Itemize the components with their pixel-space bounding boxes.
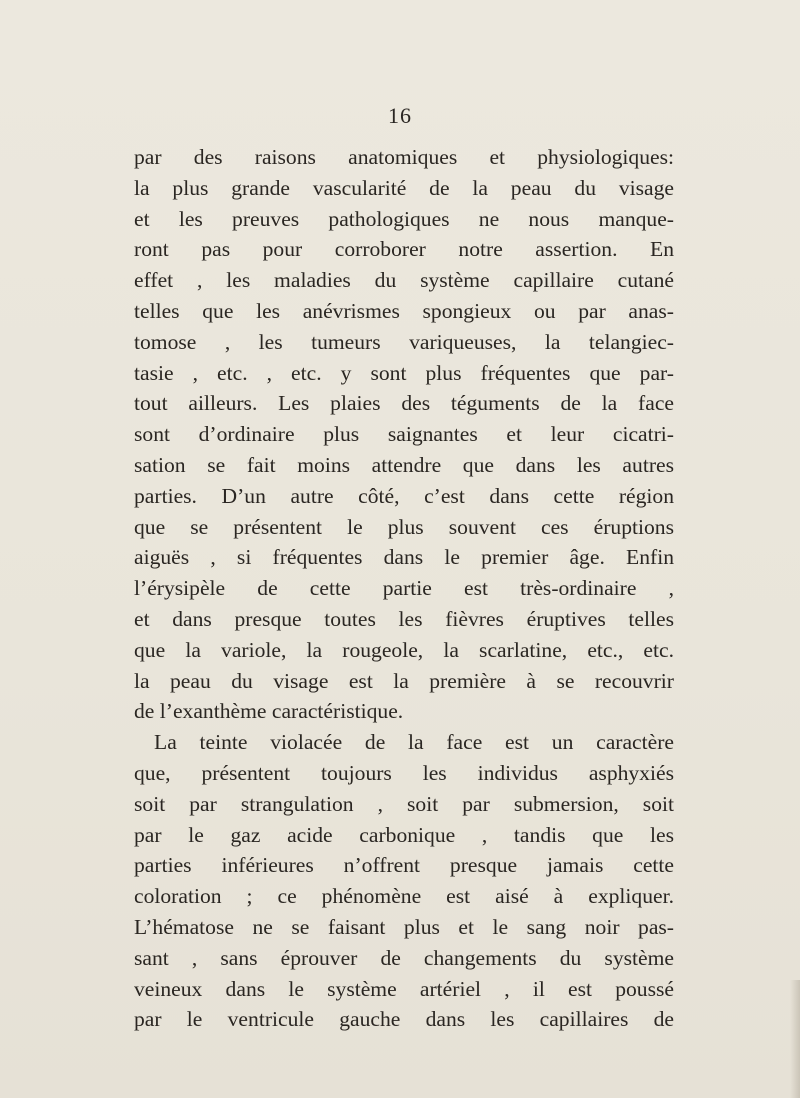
- text-line: par le gaz acide carbonique , tandis que les: [134, 822, 674, 847]
- page-number: 16: [388, 103, 412, 128]
- text-line: sont d’ordinaire plus saignantes et leur cicatri-: [134, 422, 674, 447]
- text-line: parties inférieures n’offrent presque jamais cette: [134, 853, 674, 878]
- text-line: effet , les maladies du système capillaire cutané: [134, 268, 674, 293]
- text-line: coloration ; ce phénomène est aisé à expliquer.: [134, 884, 674, 909]
- text-line: la plus grande vascularité de la peau du visage: [134, 175, 674, 200]
- text-line: que se présentent le plus souvent ces éruptions: [134, 514, 674, 539]
- text-line: veineux dans le système artériel , il est poussé: [134, 976, 674, 1001]
- text-line: tasie , etc. , etc. y sont plus fréquentes que par-: [134, 360, 674, 385]
- text-line: par le ventricule gauche dans les capillaires de: [134, 1007, 674, 1032]
- text-line: la peau du visage est la première à se recouvrir: [134, 668, 674, 693]
- paragraph-first-line: La teinte violacée de la face est un caractère: [154, 730, 674, 755]
- text-line: tout ailleurs. Les plaies des téguments de la face: [134, 391, 674, 416]
- text-line: aiguës , si fréquentes dans le premier âge. Enfin: [134, 545, 674, 570]
- text-line: ront pas pour corroborer notre assertion. En: [134, 237, 674, 262]
- paper-edge-stain: [790, 980, 800, 1098]
- text-line: par des raisons anatomiques et physiologiques:: [134, 145, 674, 169]
- text-line: et dans presque toutes les fièvres éruptives telles: [134, 606, 674, 631]
- paragraph-last-line: de l’exanthème caractéristique.: [134, 699, 404, 724]
- text-line: que, présentent toujours les individus asphyxiés: [134, 760, 674, 785]
- text-line: soit par strangulation , soit par submersion, soit: [134, 791, 674, 816]
- text-line: parties. D’un autre côté, c’est dans cette région: [134, 483, 674, 508]
- text-line: L’hématose ne se faisant plus et le sang noir pas-: [134, 914, 674, 939]
- text-line: sation se fait moins attendre que dans les autres: [134, 452, 674, 477]
- text-line: telles que les anévrismes spongieux ou par anas-: [134, 298, 674, 323]
- text-line: et les preuves pathologiques ne nous manque-: [134, 206, 674, 231]
- text-line: que la variole, la rougeole, la scarlatine, etc., etc.: [134, 637, 674, 662]
- text-line: sant , sans éprouver de changements du système: [134, 945, 674, 970]
- text-line: tomose , les tumeurs variqueuses, la telangiec-: [134, 329, 674, 354]
- body-text: [134, 142, 674, 1035]
- text-line: l’érysipèle de cette partie est très-ordinaire ,: [134, 576, 674, 601]
